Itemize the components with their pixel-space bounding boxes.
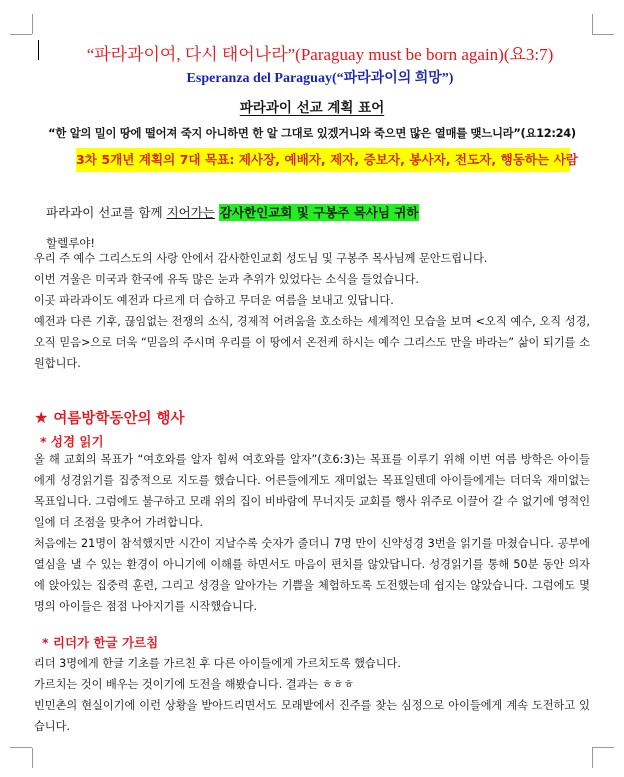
subsection-bible-reading-body: 올 해 교회의 목표가 “여호와를 알자 힘써 여호와를 알자”(호6:3)는 목표를 이루기 위해 이번 여름 방학은 아이들에게 성경읽기를 집중적으로 지도를 했습니다. 어른들에게도 재미없는 목표일텐데 아이들에게는 더더욱 재미없는 목표입니다. 그럼에도 불구하고 모래 위의 집이 비바람에 무너지듯 교회를 행사 위주로 이끌어 갈 수 없기에 영적인 일에 더 조점을 맞추어 가려합니다. 처음에는 21명이 참석했지만 시간이 지날수록 숫자가 줄더니 7명 만이 신약성경 3번을 읽기를 마쳤습니다. 공부에 열심을 낼 수 있는 환경이 아니기에 이해를 하면서도 마음이 편치를 않았답니다. 성경읽기를 통해 50분 동안 의자에 앉아있는 집중력 훈련, 그리고 성경을 알아가는 기쁨을 체험하도록 도전했는데 쉽지는 않았습니다. 그럼에도 몇 명의 아이들은 점점 나아지기를 시작했습니다. xyxy=(34,453,590,613)
address-highlight: 감사한인교회 및 구봉주 목사님 귀하 xyxy=(219,205,419,220)
plan-heading-text: 파라과이 선교 계획 표어 xyxy=(239,100,385,116)
intro-line-3: 이곳 파라과이도 예전과 다르게 더 습하고 무더운 여름을 보내고 있답니다. xyxy=(34,294,394,307)
korean-teaching-line-1: 리더 3명에게 한글 기초를 가르친 후 다른 아이들에게 가르치도록 했습니다. xyxy=(34,657,401,670)
crop-mark-top-left-v xyxy=(32,14,33,34)
goal-banner: 3차 5개년 계획의 7대 목표: 제사장, 예배자, 제자, 증보자, 봉사자, 전도자, 행동하는 사람 xyxy=(76,148,570,172)
crop-mark-top-right-h xyxy=(592,34,614,35)
crop-mark-bottom-left-h xyxy=(10,747,32,748)
section-title-text: 여름방학동안의 행사 xyxy=(53,411,185,427)
section-title xyxy=(34,407,185,428)
subsection-bible-reading-title: * 성경 읽기 xyxy=(40,434,104,449)
greeting: 할렐루야! xyxy=(46,236,96,250)
intro-line-2: 이번 겨울은 미국과 한국에 유독 많은 눈과 추위가 있었다는 소식을 들었습니다. xyxy=(34,273,419,286)
crop-mark-top-right-v xyxy=(592,14,593,34)
crop-mark-bottom-left-v xyxy=(32,748,33,768)
intro-line-1: 우리 주 예수 그리스도의 사랑 안에서 감사한인교회 성도님 및 구봉주 목사님께 문안드립니다. xyxy=(34,252,488,265)
intro-line-4: 예전과 다른 기후, 끊임없는 전쟁의 소식, 경제적 어려움을 호소하는 세계적인 모습을 보며 <오직 예수, 오직 성경, 오직 믿음>으로 더욱 “믿음의 주시며 우리를 이 땅에서 온전케 하시는 예수 그리스도 만을 바라는” 삶이 되기를 소원합니다. xyxy=(34,315,590,370)
star-icon: ★ xyxy=(34,408,49,427)
subsection-korean-teaching-title: * 리더가 한글 가르침 xyxy=(42,635,159,650)
address-line xyxy=(46,203,419,221)
crop-mark-bottom-right-h xyxy=(592,747,614,748)
korean-teaching-line-3: 빈민촌의 현실이기에 이런 상황을 받아드리면서도 모래밭에서 진주를 찾는 심정으로 아이들에게 계속 도전하고 있습니다. xyxy=(34,699,590,733)
korean-teaching-line-2: 가르치는 것이 배우는 것이기에 도전을 해봤습니다. 결과는 ㅎㅎㅎ xyxy=(34,678,355,691)
plan-heading xyxy=(0,96,624,116)
address-prefix: 파라과이 선교를 함께 xyxy=(46,205,167,220)
verse-quote: “한 알의 밀이 땅에 떨어져 죽지 아니하면 한 알 그대로 있겠거니와 죽으면 많은 열매를 맺느니라”(요12:24) xyxy=(48,126,576,140)
document-subtitle: Esperanza del Paraguay(“파라과이의 희망”) xyxy=(186,71,454,86)
crop-mark-bottom-right-v xyxy=(592,748,593,768)
address-underlined: 지어가는 xyxy=(166,205,215,220)
text-cursor xyxy=(38,40,39,60)
document-title: “파라과이여, 다시 태어나라”(Paraguay must be born again)(요3:7) xyxy=(86,45,554,64)
crop-mark-top-left-h xyxy=(10,34,32,35)
